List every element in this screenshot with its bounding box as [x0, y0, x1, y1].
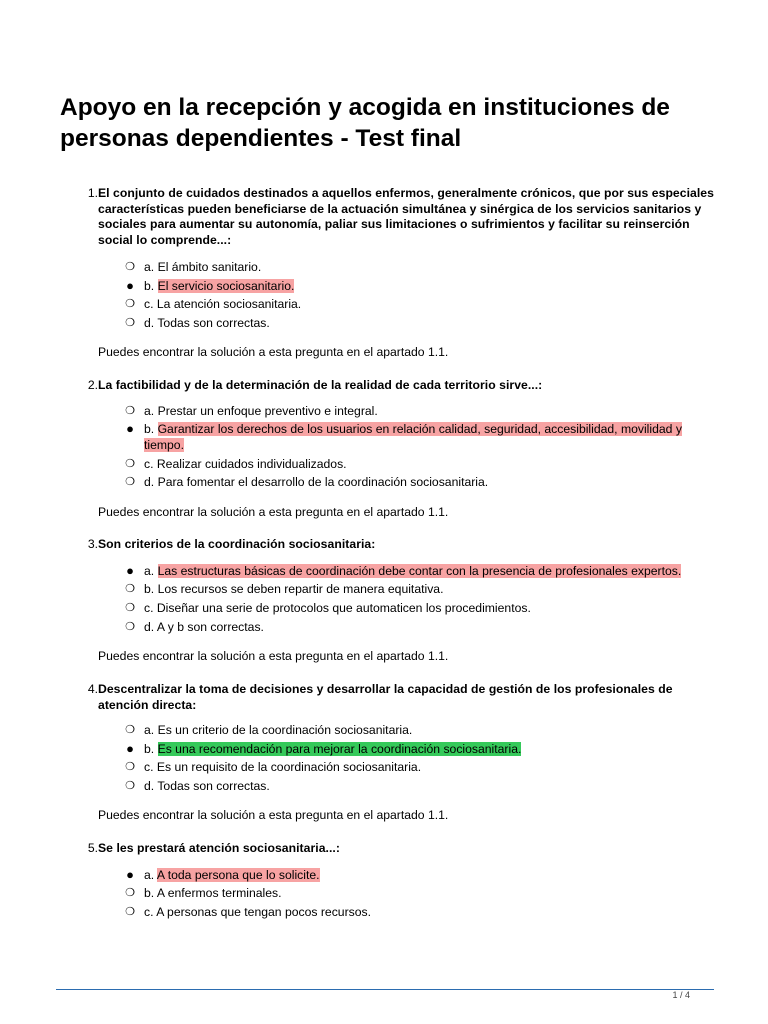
answer-option[interactable]	[124, 296, 714, 312]
option-text: Para fomentar el desarrollo de la coordinación sociosanitaria.	[157, 475, 489, 489]
answer-option[interactable]	[124, 904, 714, 920]
option-text: Los recursos se deben repartir de manera equitativa.	[157, 582, 444, 596]
radio-icon[interactable]: ❍	[125, 458, 135, 470]
question-text	[84, 378, 714, 394]
option-letter: a.	[144, 404, 155, 418]
option-letter: c.	[144, 760, 154, 774]
option-text: Las estructuras básicas de coordinación debe contar con la presencia de profesionales expertos.	[157, 564, 682, 578]
option-text: Prestar un enfoque preventivo e integral.	[157, 404, 378, 418]
answer-option[interactable]	[124, 741, 714, 757]
option-letter: c.	[144, 457, 154, 471]
answer-option[interactable]	[124, 259, 714, 275]
option-text: Es un requisito de la coordinación sociosanitaria.	[156, 760, 422, 774]
radio-icon[interactable]: ❍	[125, 780, 135, 792]
question-number: 3.	[87, 537, 98, 551]
option-letter: c.	[144, 601, 154, 615]
question-number: 4.	[87, 682, 98, 696]
question-number: 1.	[87, 186, 98, 200]
option-text: Todas son correctas.	[157, 779, 270, 793]
answer-option[interactable]	[124, 885, 714, 901]
answer-option[interactable]	[124, 759, 714, 775]
question-text	[84, 682, 714, 713]
answer-option[interactable]	[124, 278, 714, 294]
option-text: Diseñar una serie de protocolos que automaticen los procedimientos.	[156, 601, 531, 615]
option-letter: b.	[144, 582, 155, 596]
radio-icon[interactable]: ❍	[125, 887, 135, 899]
option-text: Es un criterio de la coordinación sociosanitaria.	[157, 723, 413, 737]
radio-icon[interactable]: ❍	[125, 261, 135, 273]
option-letter: a.	[144, 260, 155, 274]
option-letter: d.	[144, 316, 155, 330]
selected-radio-icon[interactable]: ●	[126, 867, 134, 882]
answer-option[interactable]	[124, 581, 714, 597]
selected-radio-icon[interactable]: ●	[126, 421, 134, 436]
question-label: El conjunto de cuidados destinados a aquellos enfermos, generalmente crónicos, que por sus especiales características pueden beneficiarse de la actuación simultánea y sinérgica de los servicios sanitarios y sociales para aumentar su autonomía, paliar sus limitaciones o sufrimientos y facilitar su reinserción social lo comprende...:	[98, 186, 714, 247]
radio-icon[interactable]: ❍	[125, 317, 135, 329]
radio-icon[interactable]: ❍	[125, 761, 135, 773]
radio-icon[interactable]: ❍	[125, 621, 135, 633]
option-text: A y b son correctas.	[156, 620, 264, 634]
answer-option[interactable]	[124, 722, 714, 738]
radio-icon[interactable]: ❍	[125, 602, 135, 614]
answer-option[interactable]	[124, 474, 714, 490]
option-letter: b.	[144, 742, 155, 756]
option-letter: a.	[144, 868, 155, 882]
page-number: 1 / 4	[672, 990, 690, 1000]
question-label: La factibilidad y de la determinación de la realidad de cada territorio sirve...:	[98, 378, 543, 392]
answer-option[interactable]	[124, 619, 714, 635]
option-letter: a.	[144, 723, 155, 737]
question-text	[84, 186, 714, 248]
question-label: Se les prestará atención sociosanitaria...:	[98, 841, 340, 855]
answer-option[interactable]	[124, 315, 714, 331]
answer-option[interactable]	[124, 421, 714, 453]
solution-hint: Puedes encontrar la solución a esta pregunta en el apartado 1.1.	[98, 505, 449, 519]
solution-hint: Puedes encontrar la solución a esta pregunta en el apartado 1.1.	[98, 345, 449, 359]
option-letter: a.	[144, 564, 155, 578]
option-letter: b.	[144, 886, 155, 900]
option-text: Garantizar los derechos de los usuarios en relación calidad, seguridad, accesibilidad, movilidad y tiempo.	[144, 422, 682, 452]
selected-radio-icon[interactable]: ●	[126, 563, 134, 578]
radio-icon[interactable]: ❍	[125, 724, 135, 736]
radio-icon[interactable]: ❍	[125, 583, 135, 595]
selected-radio-icon[interactable]: ●	[126, 741, 134, 756]
option-text: A enfermos terminales.	[156, 886, 282, 900]
option-text: La atención sociosanitaria.	[156, 297, 302, 311]
radio-icon[interactable]: ❍	[125, 906, 135, 918]
solution-hint: Puedes encontrar la solución a esta pregunta en el apartado 1.1.	[98, 808, 449, 822]
question-number: 5.	[87, 841, 98, 855]
solution-hint: Puedes encontrar la solución a esta pregunta en el apartado 1.1.	[98, 649, 449, 663]
selected-radio-icon[interactable]: ●	[126, 278, 134, 293]
footer-divider	[56, 989, 714, 990]
option-text: Es una recomendación para mejorar la coordinación sociosanitaria.	[157, 742, 522, 756]
option-text: A personas que tengan pocos recursos.	[156, 905, 371, 919]
page-title: Apoyo en la recepción y acogida en instituciones de personas dependientes - Test final	[60, 94, 670, 152]
option-text: A toda persona que lo solicite.	[156, 868, 320, 882]
question-number: 2.	[87, 378, 98, 392]
answer-option[interactable]	[124, 600, 714, 616]
option-text: El ámbito sanitario.	[157, 260, 262, 274]
radio-icon[interactable]: ❍	[125, 405, 135, 417]
answer-option[interactable]	[124, 563, 714, 579]
option-text: Todas son correctas.	[157, 316, 270, 330]
radio-icon[interactable]: ❍	[125, 476, 135, 488]
answer-option[interactable]	[124, 867, 714, 883]
option-letter: d.	[144, 475, 155, 489]
question-label: Son criterios de la coordinación sociosanitaria:	[98, 537, 376, 551]
question-text	[84, 841, 714, 857]
option-text: Realizar cuidados individualizados.	[156, 457, 347, 471]
option-letter: d.	[144, 779, 155, 793]
answer-option[interactable]	[124, 456, 714, 472]
option-letter: c.	[144, 905, 154, 919]
answer-option[interactable]	[124, 778, 714, 794]
option-letter: c.	[144, 297, 154, 311]
option-text: El servicio sociosanitario.	[157, 279, 295, 293]
option-letter: d.	[144, 620, 155, 634]
question-label: Descentralizar la toma de decisiones y desarrollar la capacidad de gestión de los profesionales de atención directa:	[98, 682, 673, 712]
radio-icon[interactable]: ❍	[125, 298, 135, 310]
question-text	[84, 537, 714, 553]
option-letter: b.	[144, 279, 155, 293]
answer-option[interactable]	[124, 403, 714, 419]
option-letter: b.	[144, 422, 155, 436]
